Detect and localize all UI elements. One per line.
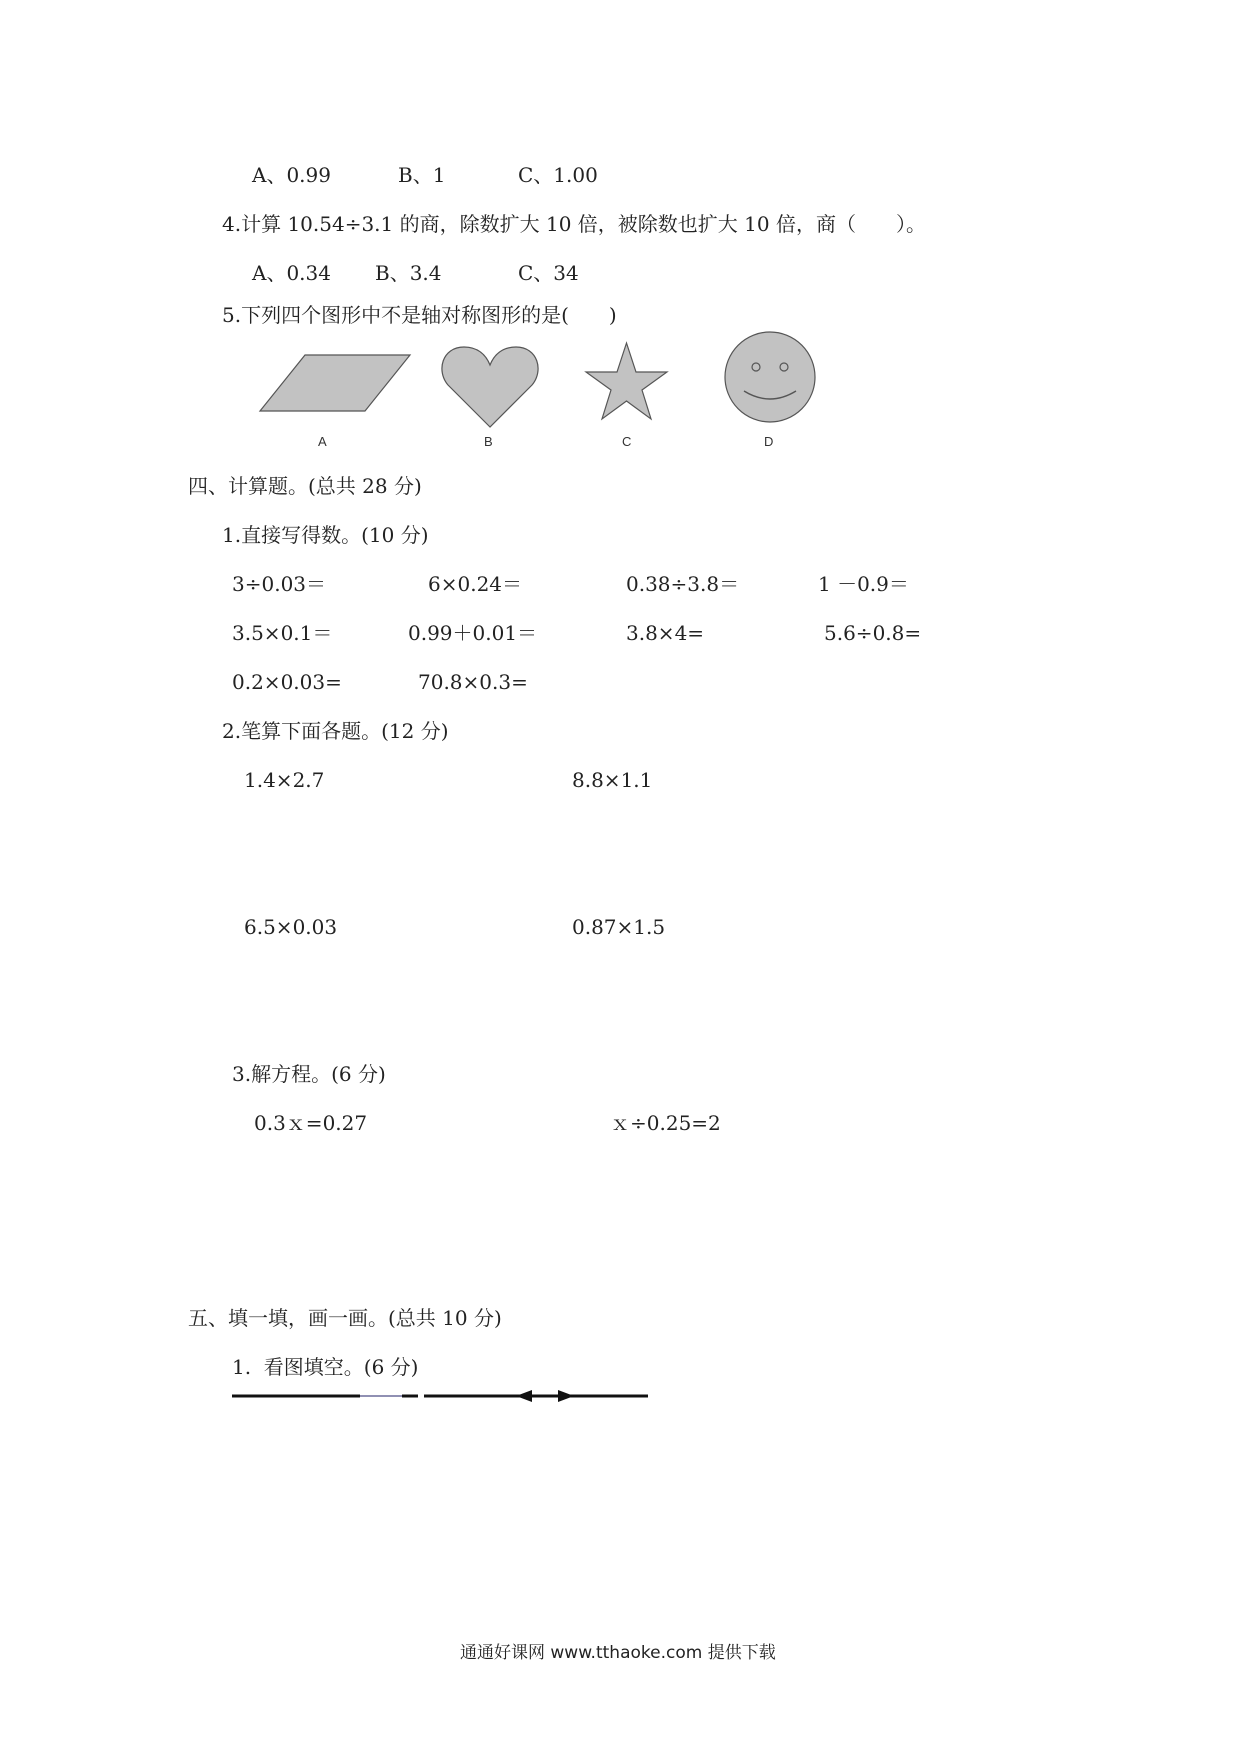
written-calc-item: 0.87×1.5 — [572, 915, 666, 939]
q4-stem: 4.计算 10.54÷3.1 的商，除数扩大 10 倍，被除数也扩大 10 倍，商（ ）。 — [222, 212, 926, 236]
mental-calc-item: 5.6÷0.8= — [824, 621, 922, 645]
smiley-face-shape — [725, 332, 815, 422]
section4-part1-title: 1.直接写得数。(10 分) — [222, 523, 429, 547]
q5-stem: 5.下列四个图形中不是轴对称图形的是( ) — [222, 303, 617, 327]
parallelogram-shape — [260, 355, 410, 411]
star-shape — [586, 343, 667, 419]
section4-part2-title: 2.笔算下面各题。(12 分) — [222, 719, 449, 743]
mental-calc-item: 6×0.24＝ — [428, 572, 523, 596]
equation-item: ｘ÷0.25=2 — [610, 1111, 721, 1135]
q3-option-a: A、0.99 — [252, 163, 331, 187]
section4-title: 四、计算题。(总共 28 分) — [188, 474, 422, 498]
section4-part3-title: 3.解方程。(6 分) — [232, 1062, 386, 1086]
q3-option-b: B、1 — [398, 163, 446, 187]
q4-option-b: B、3.4 — [375, 261, 442, 285]
shape-label-a: A — [318, 434, 327, 449]
shape-label-d: D — [764, 434, 774, 449]
q3-option-c: C、1.00 — [518, 163, 598, 187]
q4-option-c: C、34 — [518, 261, 579, 285]
shape-label-b: B — [484, 434, 493, 449]
number-line-figure — [230, 1386, 650, 1406]
mental-calc-item: 0.2×0.03= — [232, 670, 342, 694]
mental-calc-item: 3.8×4= — [626, 621, 705, 645]
mental-calc-item: 3÷0.03＝ — [232, 572, 327, 596]
page-footer: 通通好课网 www.tthaoke.com 提供下载 — [460, 1643, 776, 1663]
written-calc-item: 8.8×1.1 — [572, 768, 653, 792]
equation-item: 0.3ｘ=0.27 — [254, 1111, 368, 1135]
q5-shapes-figure — [250, 335, 830, 455]
mental-calc-item: 1 －0.9＝ — [818, 572, 909, 596]
shape-label-c: C — [622, 434, 632, 449]
q4-option-a: A、0.34 — [252, 261, 331, 285]
mental-calc-item: 0.38÷3.8＝ — [626, 572, 740, 596]
left-arrow-icon — [516, 1390, 532, 1402]
mental-calc-item: 70.8×0.3= — [418, 670, 528, 694]
mental-calc-item: 0.99＋0.01＝ — [408, 621, 538, 645]
section5-title: 五、填一填，画一画。(总共 10 分) — [188, 1306, 502, 1330]
right-arrow-icon — [558, 1390, 574, 1402]
section5-part1-title: 1. 看图填空。(6 分) — [232, 1355, 419, 1379]
written-calc-item: 1.4×2.7 — [244, 768, 325, 792]
mental-calc-item: 3.5×0.1＝ — [232, 621, 333, 645]
written-calc-item: 6.5×0.03 — [244, 915, 338, 939]
heart-shape — [442, 347, 538, 427]
